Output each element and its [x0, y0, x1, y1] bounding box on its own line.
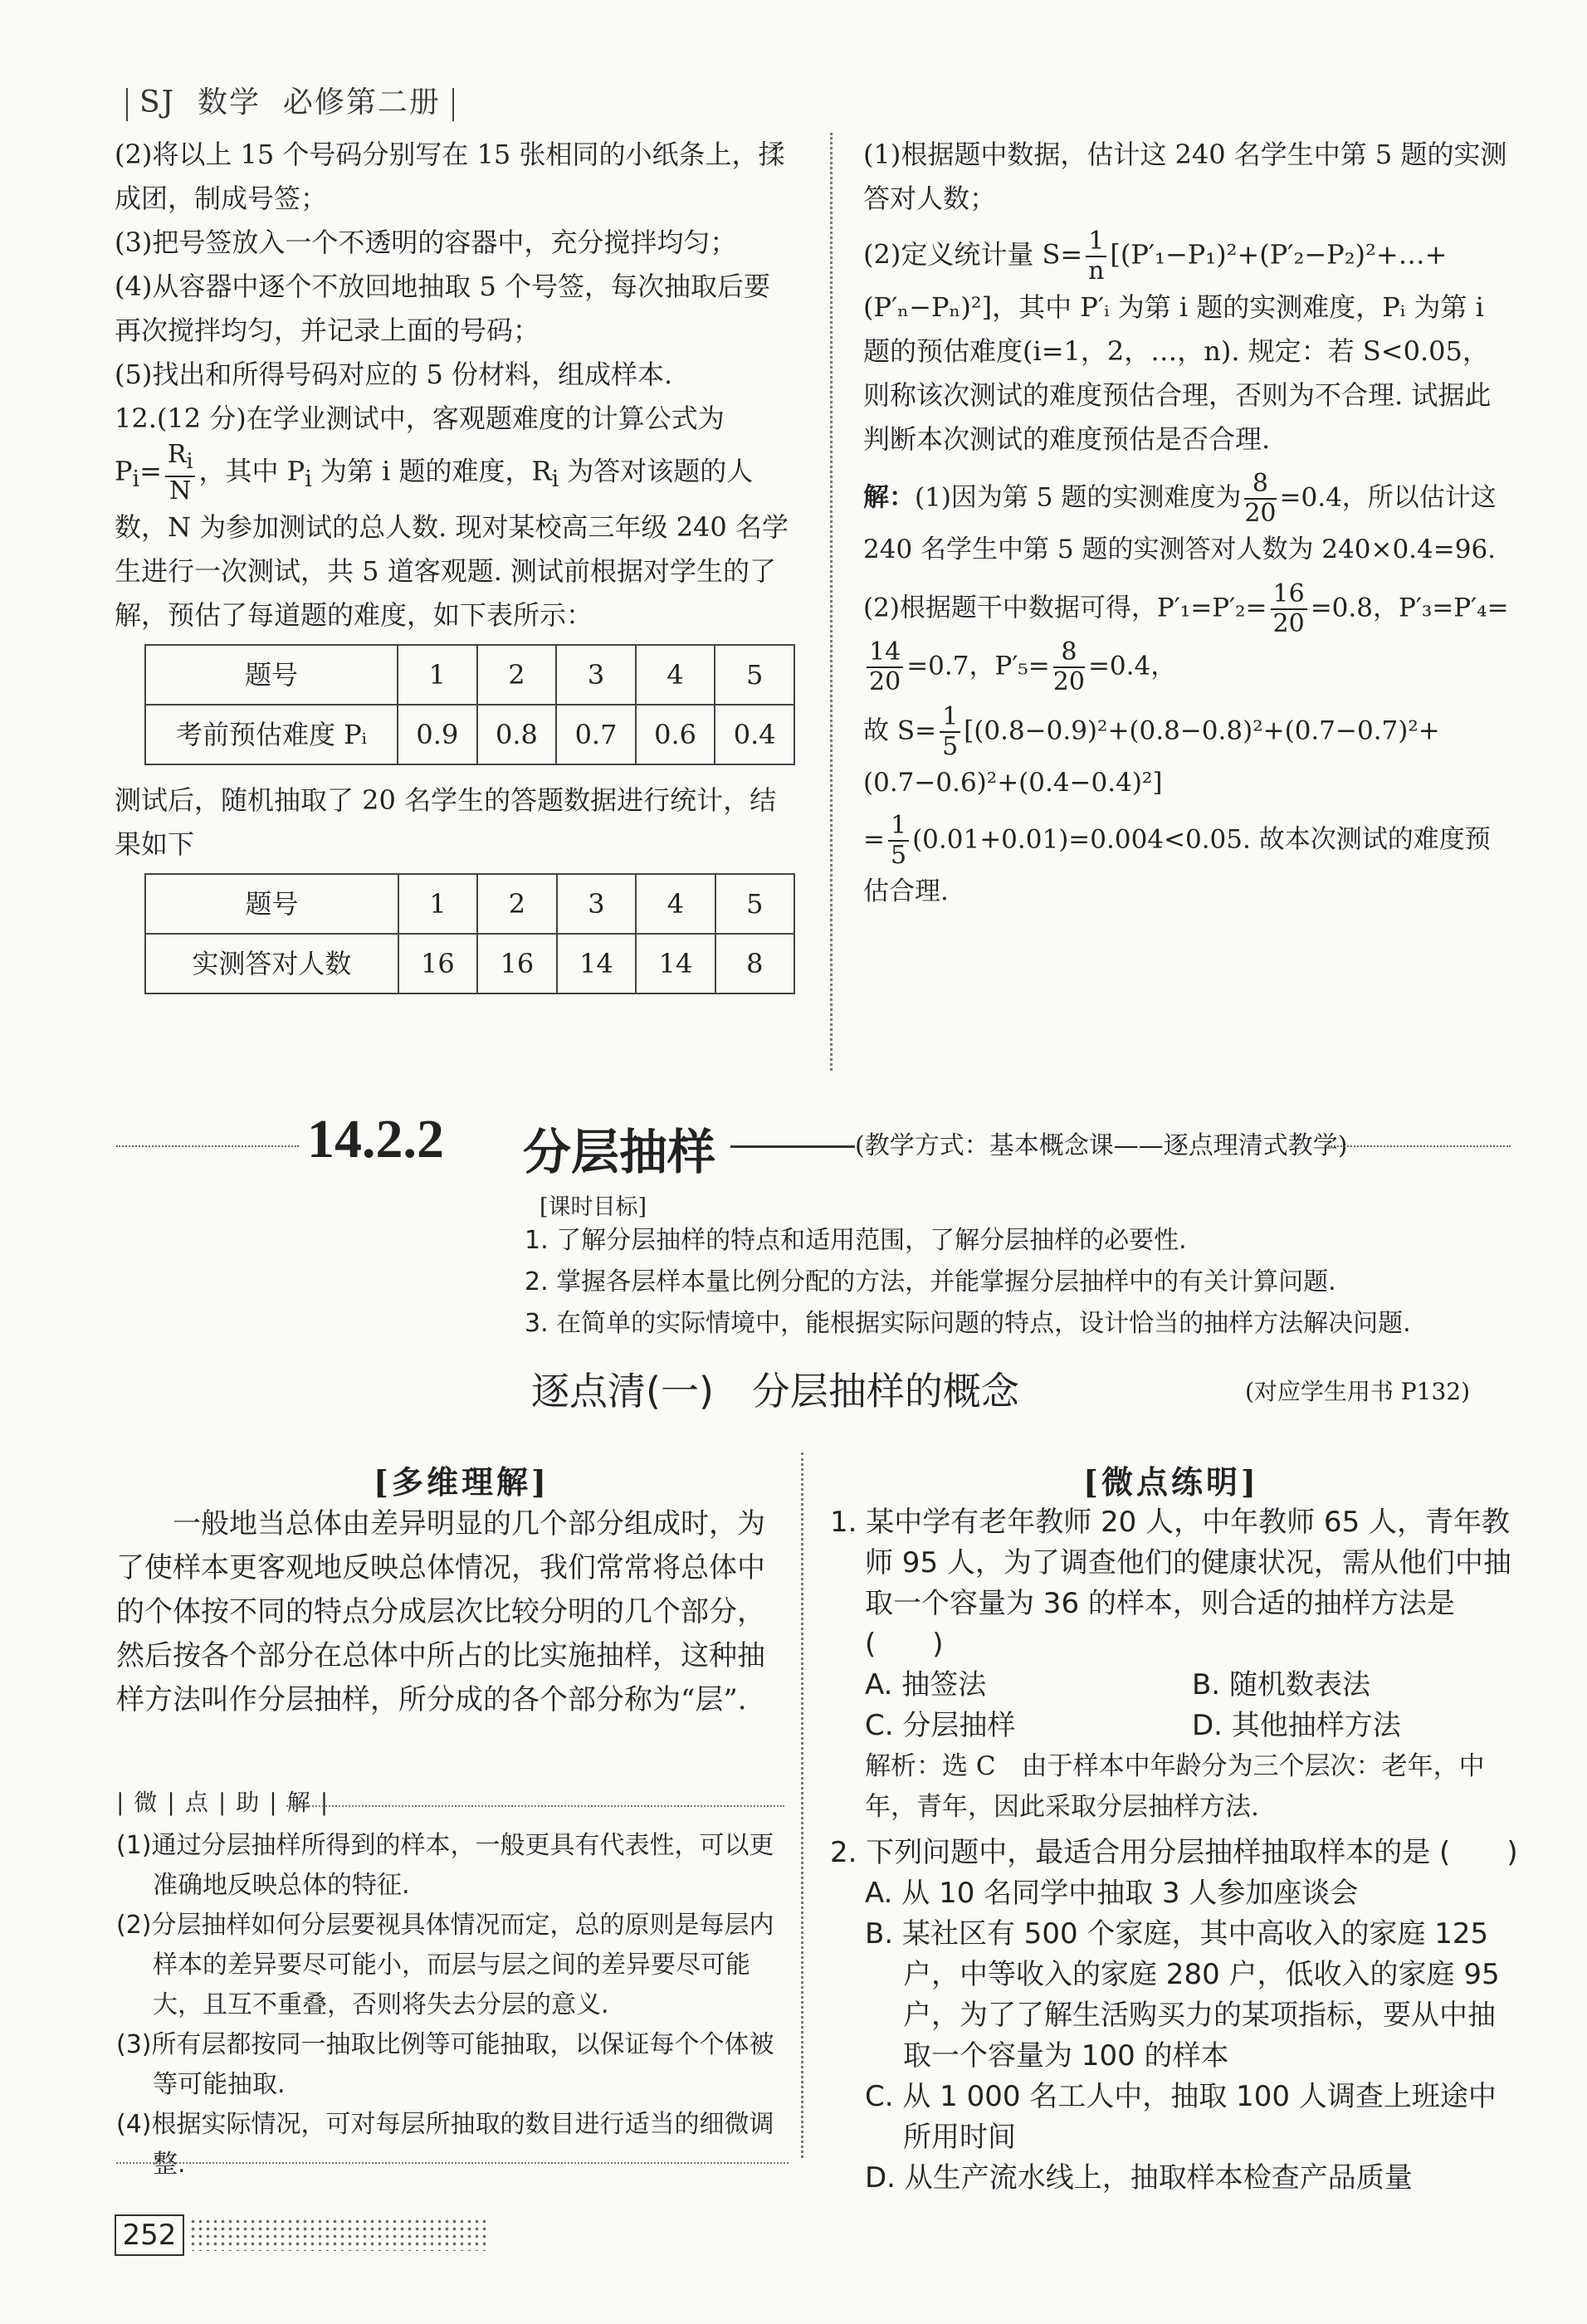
table-cell: 0.9 — [398, 705, 477, 764]
note-item: (1)通过分层抽样所得到的样本，一般更具有代表性，可以更准确地反映总体的特征. — [116, 1831, 774, 1900]
table-row — [145, 934, 794, 994]
decorative-rule — [116, 2162, 789, 2164]
note-item: (2)分层抽样如何分层要视具体情况而定，总的原则是每层内样本的差异要尽可能小，而层与层之间的差异要尽可能大，且互不重叠，否则将失去分层的意义. — [116, 1911, 774, 2019]
section-name: 分层抽样 — [523, 1124, 716, 1180]
mini-point-heading: |微|点|助|解| — [116, 1789, 339, 1816]
table-header-cell: 5 — [715, 645, 794, 705]
note-item: (4)根据实际情况，可对每层所抽取的数目进行适当的细微调整. — [116, 2110, 774, 2179]
table-header-cell: 题号 — [145, 645, 398, 705]
lesson-goals — [525, 1220, 1411, 1345]
concept-text: 一般地当总体由差异明显的几个部分组成时，为了使样本更客观地反映总体情况，我们常常将总体中的个体按不同的特点分成层次比较分明的几个部分，然后按各个部分在总体中所占的比实施抽样，这种抽样方法叫作分层抽样，所分成的各个部分称为“层”. — [116, 1507, 765, 1716]
practice-question-1: 1. 某中学有老年教师 20 人，中年教师 65 人，青年教师 95 人，为了调查他们的健康状况，需从他们中抽取一个容量为 36 的样本，则合适的抽样方法是 ( ) — [830, 1506, 1511, 1661]
table-header-cell: 1 — [398, 874, 478, 934]
options-row — [830, 1706, 1519, 1746]
predicted-difficulty-table — [144, 644, 795, 765]
table-header-cell: 4 — [636, 874, 715, 934]
section-title — [116, 1108, 1511, 1183]
table-header-cell: 2 — [477, 645, 557, 705]
lesson-goals-label: [课时目标] — [540, 1194, 647, 1220]
running-header — [115, 79, 466, 121]
step-3: (3)把号签放入一个不透明的容器中，充分搅拌均匀； — [115, 227, 737, 258]
table-header-cell: 5 — [715, 874, 794, 934]
solution-s-value: 故 S= $\frac{1}{5}$ [(0.8−0.9)²+(0.8−0.8)²+(0.7−0.7)²+(0.7−0.6)²+(0.4−0.4)²] — [863, 702, 1440, 798]
table-row — [145, 874, 794, 934]
decorative-rule — [286, 1805, 784, 1807]
header-book: 必修第二册 — [282, 85, 441, 120]
analysis-1: 解析：选 C 由于样本中年龄分为三个层次：老年，中年，青年，因此采取分层抽样方法. — [865, 1751, 1485, 1822]
student-book-reference: (对应学生用书 P132) — [1245, 1378, 1471, 1405]
question-12-part-1: (1)根据题中数据，估计这 240 名学生中第 5 题的实测答对人数； — [863, 139, 1507, 214]
option-a: A. 抽签法 — [865, 1668, 987, 1702]
header-subject: 数学 — [197, 85, 261, 120]
left-top-column — [115, 133, 795, 1008]
options-row — [830, 1665, 1519, 1706]
table-cell: 16 — [398, 934, 478, 994]
table-cell: 0.4 — [715, 705, 794, 764]
table-header-cell: 1 — [398, 645, 477, 705]
question-12-part-2: (2)定义统计量 S= $\frac{1}{n}$ [(P′₁−P₁)²+(P′₂−P₂)²+…+(P′ₙ−Pₙ)²]，其中 P′ᵢ 为第 i 题的实测难度，Pᵢ 为第 i 题的预估难度(i=1，2，…，n). 规定：若 S<0.05，则称该次测试的难度预估合理，否则为不合理. 试据此判断本次测试的难度预估是否合理. — [863, 227, 1492, 455]
table-cell: 0.8 — [477, 705, 557, 764]
question-12-body: $P_i=$ $\frac{R_i}{N}$ ，其中 $P_i$ 为第 i 题的难度，$R_i$ 为答对该题的人数，N 为参加测试的总人数. 现对某校高三年级 240 名学生进行一次测试，共 5 道客观题. 测试前根据对学生的了解，预估了每道题的难度，如下表所示： — [115, 440, 789, 631]
table-cell: 16 — [477, 934, 557, 994]
note-item: (3)所有层都按同一抽取比例等可能抽取，以保证每个个体被等可能抽取. — [116, 2030, 774, 2099]
option-a: A. 从 10 名同学中抽取 3 人参加座谈会 — [865, 1877, 1359, 1910]
option-d: D. 其他抽样方法 — [1192, 1709, 1401, 1742]
decorative-rule — [116, 1145, 299, 1147]
table-cell: 0.6 — [636, 705, 715, 764]
table-cell: 8 — [715, 934, 794, 994]
after-table-text: 测试后，随机抽取了 20 名学生的答题数据进行统计，结果如下 — [115, 784, 777, 860]
table-header-cell: 3 — [556, 645, 636, 705]
header-divider — [126, 88, 128, 121]
decorative-dot-pattern — [189, 2218, 488, 2251]
decorative-rule — [1328, 1145, 1511, 1147]
actual-correct-table — [144, 873, 795, 994]
table-row-label: 实测答对人数 — [145, 934, 398, 994]
table-header-cell: 2 — [477, 874, 557, 934]
table-cell: 14 — [557, 934, 637, 994]
table-header-cell: 3 — [557, 874, 637, 934]
mini-point-notes — [116, 1826, 789, 2185]
header-divider — [452, 88, 454, 121]
table-header-cell: 题号 — [145, 874, 398, 934]
option-c: C. 分层抽样 — [865, 1709, 1016, 1742]
option-c: C. 从 1 000 名工人中，抽取 100 人调查上班途中所用时间 — [865, 2080, 1497, 2154]
column-divider — [830, 133, 833, 1071]
goal-item: 2. 掌握各层样本量比例分配的方法，并能掌握分层抽样中的有关计算问题. — [525, 1267, 1336, 1296]
table-row-label: 考前预估难度 Pᵢ — [145, 705, 398, 764]
step-5: (5)找出和所得号码对应的 5 份材料，组成样本. — [115, 359, 673, 390]
step-4: (4)从容器中逐个不放回地抽取 5 个号签，每次抽取后要再次搅拌均匀，并记录上面的号码； — [115, 271, 771, 346]
header-code: SJ — [139, 85, 176, 120]
goal-item: 1. 了解分层抽样的特点和适用范围，了解分层抽样的必要性. — [525, 1226, 1187, 1255]
subsection-title: 逐点清(一) 分层抽样的概念 — [531, 1369, 1019, 1413]
practice-question-2: 2. 下列问题中，最适合用分层抽样抽取样本的是 ( ) — [830, 1836, 1518, 1869]
solution-part-1: 解：(1)因为第 5 题的实测难度为 $\frac{8}{20}$ =0.4，所以估计这 240 名学生中第 5 题的实测答对人数为 240×0.4=96. — [863, 469, 1497, 564]
multi-dim-understanding-title: [多维理解] — [374, 1463, 549, 1501]
option-b: B. 某社区有 500 个家庭，其中高收入的家庭 125 户，中等收入的家庭 280 户，低收入的家庭 95 户，为了了解生活购买力的某项指标，要从中抽取一个容量为 100 的样本 — [865, 1917, 1500, 2073]
solution-conclusion: = $\frac{1}{5}$ (0.01+0.01)=0.004<0.05. 故本次测试的难度预估合理. — [863, 811, 1491, 906]
table-header-cell: 4 — [636, 645, 715, 705]
solution-part-2: (2)根据题干中数据可得，P′₁=P′₂= $\frac{16}{20}$ =0.8，P′₃=P′₄= $\frac{14}{20}$ =0.7，P′₅= $\frac{8}{20}$ =0.4， — [863, 579, 1509, 696]
option-b: B. 随机数表法 — [1192, 1668, 1370, 1702]
decorative-rule — [730, 1145, 855, 1148]
difficulty-formula: $\frac{R_i}{N}$ — [165, 441, 196, 505]
column-divider — [801, 1452, 803, 2158]
table-row — [145, 645, 794, 705]
table-row — [145, 705, 794, 764]
teaching-mode-note: (教学方式：基本概念课——逐点理清式教学) — [855, 1131, 1348, 1160]
practice-column — [830, 1502, 1519, 2199]
option-d: D. 从生产流水线上，抽取样本检查产品质量 — [865, 2161, 1413, 2195]
step-2: (2)将以上 15 个号码分别写在 15 张相同的小纸条上，揉成团，制成号签； — [115, 139, 785, 214]
table-cell: 0.7 — [556, 705, 636, 764]
goal-item: 3. 在简单的实际情境中，能根据实际问题的特点，设计恰当的抽样方法解决问题. — [525, 1309, 1411, 1338]
question-12-intro: 12.(12 分)在学业测试中，客观题难度的计算公式为 — [115, 403, 725, 434]
page-number: 252 — [115, 2214, 184, 2256]
concept-paragraph — [116, 1502, 784, 1722]
section-number: 14.2.2 — [307, 1109, 444, 1169]
practice-title: [微点练明] — [1083, 1463, 1259, 1501]
right-top-column — [863, 133, 1511, 914]
table-cell: 14 — [636, 934, 715, 994]
